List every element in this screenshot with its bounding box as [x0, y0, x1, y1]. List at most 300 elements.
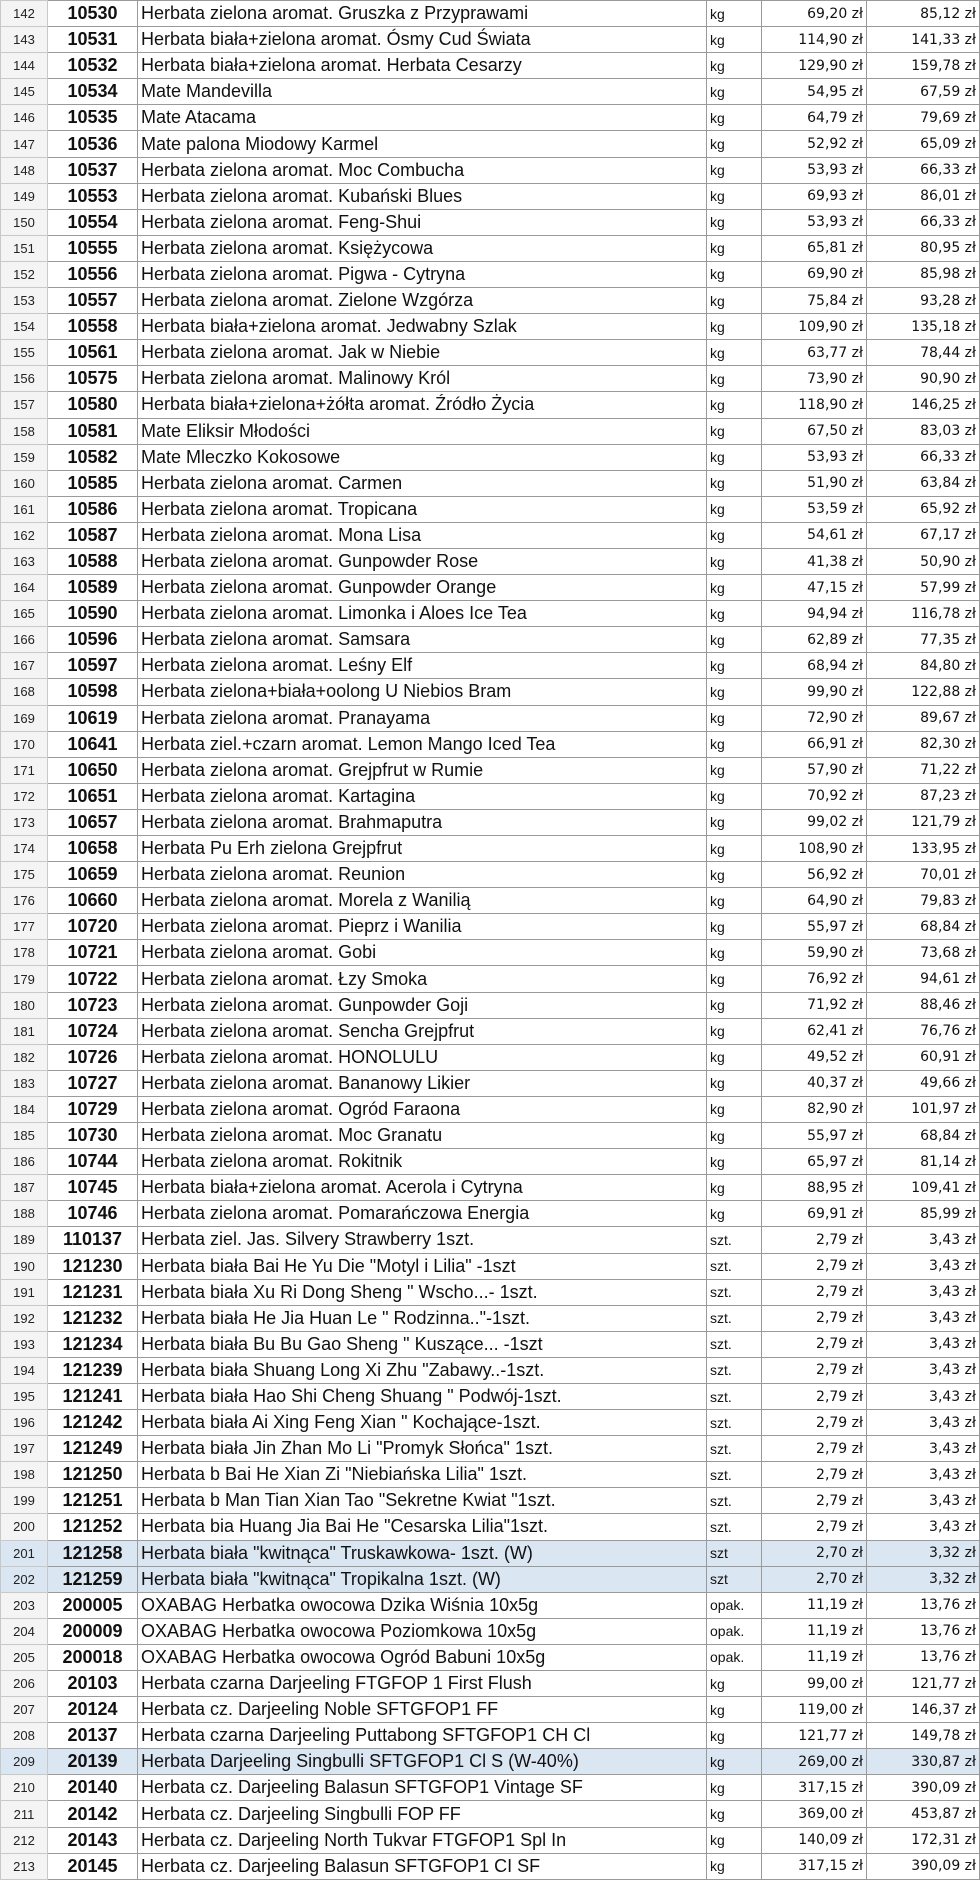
price-gross: 146,37 zł	[867, 1697, 980, 1723]
table-row	[1, 496, 980, 522]
unit: kg	[707, 836, 762, 862]
price-gross: 3,43 zł	[867, 1331, 980, 1357]
product-name: Herbata zielona aromat. Zielone Wzgórza	[138, 288, 707, 314]
product-name: Herbata biała Jin Zhan Mo Li "Promyk Słońca" 1szt.	[138, 1436, 707, 1462]
table-row	[1, 1044, 980, 1070]
product-code: 121252	[48, 1514, 138, 1540]
price-gross: 3,43 zł	[867, 1227, 980, 1253]
price-gross: 49,66 zł	[867, 1070, 980, 1096]
table-row	[1, 340, 980, 366]
row-number: 213	[1, 1853, 48, 1879]
price-net: 67,50 zł	[762, 418, 867, 444]
price-gross: 60,91 zł	[867, 1044, 980, 1070]
price-net: 75,84 zł	[762, 288, 867, 314]
product-name: Herbata cz. Darjeeling Singbulli FOP FF	[138, 1801, 707, 1827]
unit: kg	[707, 1853, 762, 1879]
product-code: 10588	[48, 548, 138, 574]
price-net: 69,90 zł	[762, 261, 867, 287]
row-number: 176	[1, 888, 48, 914]
price-net: 121,77 zł	[762, 1723, 867, 1749]
price-gross: 85,12 zł	[867, 1, 980, 27]
product-code: 121251	[48, 1488, 138, 1514]
product-name: Herbata biała "kwitnąca" Truskawkowa- 1szt. (W)	[138, 1540, 707, 1566]
price-gross: 3,43 zł	[867, 1410, 980, 1436]
unit: kg	[707, 392, 762, 418]
row-number: 172	[1, 783, 48, 809]
price-net: 369,00 zł	[762, 1801, 867, 1827]
unit: kg	[707, 288, 762, 314]
price-net: 11,19 zł	[762, 1618, 867, 1644]
row-number: 201	[1, 1540, 48, 1566]
price-gross: 66,33 zł	[867, 157, 980, 183]
unit: kg	[707, 105, 762, 131]
table-row	[1, 1, 980, 27]
unit: kg	[707, 1697, 762, 1723]
product-name: Herbata zielona aromat. Morela z Wanilią	[138, 888, 707, 914]
price-gross: 3,43 zł	[867, 1488, 980, 1514]
price-gross: 90,90 zł	[867, 366, 980, 392]
row-number: 210	[1, 1775, 48, 1801]
price-net: 59,90 zł	[762, 940, 867, 966]
price-net: 71,92 zł	[762, 992, 867, 1018]
unit: kg	[707, 157, 762, 183]
product-name: Herbata zielona aromat. Feng-Shui	[138, 209, 707, 235]
row-number: 187	[1, 1175, 48, 1201]
price-gross: 50,90 zł	[867, 548, 980, 574]
unit: szt.	[707, 1253, 762, 1279]
table-row	[1, 366, 980, 392]
row-number: 179	[1, 966, 48, 992]
row-number: 174	[1, 836, 48, 862]
product-name: Herbata zielona aromat. Moc Combucha	[138, 157, 707, 183]
product-code: 10586	[48, 496, 138, 522]
row-number: 146	[1, 105, 48, 131]
price-gross: 3,32 zł	[867, 1566, 980, 1592]
product-name: Herbata biała+zielona aromat. Herbata Cesarzy	[138, 53, 707, 79]
table-row	[1, 992, 980, 1018]
unit: kg	[707, 940, 762, 966]
unit: szt.	[707, 1410, 762, 1436]
table-row	[1, 1436, 980, 1462]
unit: szt.	[707, 1383, 762, 1409]
product-code: 10557	[48, 288, 138, 314]
price-gross: 3,43 zł	[867, 1383, 980, 1409]
row-number: 199	[1, 1488, 48, 1514]
product-code: 20137	[48, 1723, 138, 1749]
price-gross: 89,67 zł	[867, 705, 980, 731]
row-number: 178	[1, 940, 48, 966]
unit: kg	[707, 809, 762, 835]
product-name: Herbata b Bai He Xian Zi "Niebiańska Lilia" 1szt.	[138, 1462, 707, 1488]
price-gross: 88,46 zł	[867, 992, 980, 1018]
row-number: 161	[1, 496, 48, 522]
row-number: 208	[1, 1723, 48, 1749]
price-net: 94,94 zł	[762, 601, 867, 627]
price-gross: 65,92 zł	[867, 496, 980, 522]
price-gross: 71,22 zł	[867, 757, 980, 783]
product-name: OXABAG Herbatka owocowa Dzika Wiśnia 10x5g	[138, 1592, 707, 1618]
price-gross: 3,43 zł	[867, 1514, 980, 1540]
row-number: 173	[1, 809, 48, 835]
unit: kg	[707, 1827, 762, 1853]
product-name: Herbata zielona aromat. Gunpowder Rose	[138, 548, 707, 574]
product-name: Herbata zielona aromat. Gobi	[138, 940, 707, 966]
product-name: Herbata biała Ai Xing Feng Xian " Kochające-1szt.	[138, 1410, 707, 1436]
row-number: 211	[1, 1801, 48, 1827]
product-code: 121230	[48, 1253, 138, 1279]
product-code: 10727	[48, 1070, 138, 1096]
price-net: 49,52 zł	[762, 1044, 867, 1070]
product-code: 200018	[48, 1644, 138, 1670]
product-name: Herbata zielona aromat. Gruszka z Przyprawami	[138, 1, 707, 27]
price-net: 72,90 zł	[762, 705, 867, 731]
row-number: 183	[1, 1070, 48, 1096]
product-name: Mate Mandevilla	[138, 79, 707, 105]
product-code: 10590	[48, 601, 138, 627]
row-number: 148	[1, 157, 48, 183]
product-code: 10650	[48, 757, 138, 783]
unit: kg	[707, 366, 762, 392]
table-row	[1, 1801, 980, 1827]
product-name: Herbata zielona aromat. Bananowy Likier	[138, 1070, 707, 1096]
price-net: 66,91 zł	[762, 731, 867, 757]
product-code: 10587	[48, 522, 138, 548]
unit: szt.	[707, 1436, 762, 1462]
price-gross: 390,09 zł	[867, 1853, 980, 1879]
price-gross: 122,88 zł	[867, 679, 980, 705]
product-name: Herbata zielona aromat. Carmen	[138, 470, 707, 496]
product-name: Herbata biała Hao Shi Cheng Shuang " Podwój-1szt.	[138, 1383, 707, 1409]
price-net: 99,02 zł	[762, 809, 867, 835]
product-name: Herbata b Man Tian Xian Tao "Sekretne Kwiat "1szt.	[138, 1488, 707, 1514]
unit: kg	[707, 314, 762, 340]
product-name: Herbata zielona aromat. Grejpfrut w Rumie	[138, 757, 707, 783]
table-row	[1, 548, 980, 574]
product-code: 10596	[48, 627, 138, 653]
table-row	[1, 940, 980, 966]
product-code: 200009	[48, 1618, 138, 1644]
table-row	[1, 53, 980, 79]
price-gross: 94,61 zł	[867, 966, 980, 992]
table-row	[1, 809, 980, 835]
price-gross: 109,41 zł	[867, 1175, 980, 1201]
row-number: 158	[1, 418, 48, 444]
price-gross: 83,03 zł	[867, 418, 980, 444]
product-code: 10589	[48, 575, 138, 601]
price-net: 64,79 zł	[762, 105, 867, 131]
unit: kg	[707, 1201, 762, 1227]
table-row	[1, 1540, 980, 1566]
row-number: 191	[1, 1279, 48, 1305]
row-number: 198	[1, 1462, 48, 1488]
product-code: 121239	[48, 1357, 138, 1383]
row-number: 192	[1, 1305, 48, 1331]
price-net: 63,77 zł	[762, 340, 867, 366]
product-code: 110137	[48, 1227, 138, 1253]
unit: szt.	[707, 1227, 762, 1253]
product-name: Herbata zielona aromat. Malinowy Król	[138, 366, 707, 392]
price-gross: 3,43 zł	[867, 1462, 980, 1488]
price-gross: 172,31 zł	[867, 1827, 980, 1853]
row-number: 164	[1, 575, 48, 601]
table-row	[1, 1827, 980, 1853]
unit: kg	[707, 1671, 762, 1697]
product-name: Herbata zielona aromat. Limonka i Aloes Ice Tea	[138, 601, 707, 627]
table-row	[1, 862, 980, 888]
price-gross: 76,76 zł	[867, 1018, 980, 1044]
table-row	[1, 157, 980, 183]
price-gross: 66,33 zł	[867, 209, 980, 235]
product-code: 10729	[48, 1096, 138, 1122]
product-name: Herbata zielona aromat. Gunpowder Goji	[138, 992, 707, 1018]
row-number: 160	[1, 470, 48, 496]
row-number: 204	[1, 1618, 48, 1644]
table-row	[1, 522, 980, 548]
unit: kg	[707, 1749, 762, 1775]
row-number: 193	[1, 1331, 48, 1357]
table-row	[1, 731, 980, 757]
row-number: 149	[1, 183, 48, 209]
product-name: Herbata zielona aromat. Rokitnik	[138, 1149, 707, 1175]
product-code: 10580	[48, 392, 138, 418]
price-net: 68,94 zł	[762, 653, 867, 679]
product-name: Herbata ziel. Jas. Silvery Strawberry 1szt.	[138, 1227, 707, 1253]
price-net: 47,15 zł	[762, 575, 867, 601]
row-number: 186	[1, 1149, 48, 1175]
row-number: 197	[1, 1436, 48, 1462]
price-gross: 390,09 zł	[867, 1775, 980, 1801]
product-code: 10660	[48, 888, 138, 914]
row-number: 189	[1, 1227, 48, 1253]
price-net: 65,97 zł	[762, 1149, 867, 1175]
table-row	[1, 627, 980, 653]
price-net: 11,19 zł	[762, 1592, 867, 1618]
price-gross: 3,32 zł	[867, 1540, 980, 1566]
price-net: 2,79 zł	[762, 1279, 867, 1305]
price-net: 2,70 zł	[762, 1566, 867, 1592]
price-net: 11,19 zł	[762, 1644, 867, 1670]
product-code: 10535	[48, 105, 138, 131]
product-code: 10658	[48, 836, 138, 862]
unit: kg	[707, 53, 762, 79]
table-row	[1, 1175, 980, 1201]
product-code: 10537	[48, 157, 138, 183]
product-name: Herbata biała+zielona aromat. Ósmy Cud Świata	[138, 27, 707, 53]
row-number: 177	[1, 914, 48, 940]
price-net: 69,93 zł	[762, 183, 867, 209]
product-code: 10530	[48, 1, 138, 27]
product-name: Herbata biała He Jia Huan Le " Rodzinna.."-1szt.	[138, 1305, 707, 1331]
product-name: Herbata zielona aromat. Pieprz i Wanilia	[138, 914, 707, 940]
row-number: 169	[1, 705, 48, 731]
product-name: Herbata zielona aromat. HONOLULU	[138, 1044, 707, 1070]
table-row	[1, 1775, 980, 1801]
row-number: 194	[1, 1357, 48, 1383]
table-row	[1, 209, 980, 235]
row-number: 143	[1, 27, 48, 53]
product-name: Herbata cz. Darjeeling Noble SFTGFOP1 FF	[138, 1697, 707, 1723]
unit: opak.	[707, 1592, 762, 1618]
unit: kg	[707, 627, 762, 653]
table-row	[1, 1227, 980, 1253]
price-gross: 68,84 zł	[867, 914, 980, 940]
unit: szt	[707, 1540, 762, 1566]
product-name: Herbata cz. Darjeeling Balasun SFTGFOP1 Vintage SF	[138, 1775, 707, 1801]
product-code: 121242	[48, 1410, 138, 1436]
product-name: Herbata bia Huang Jia Bai He "Cesarska Lilia"1szt.	[138, 1514, 707, 1540]
table-row	[1, 1253, 980, 1279]
table-row	[1, 1123, 980, 1149]
unit: kg	[707, 1044, 762, 1070]
product-name: Herbata biała Xu Ri Dong Sheng " Wscho...- 1szt.	[138, 1279, 707, 1305]
price-net: 88,95 zł	[762, 1175, 867, 1201]
price-gross: 78,44 zł	[867, 340, 980, 366]
product-name: Herbata zielona aromat. Sencha Grejpfrut	[138, 1018, 707, 1044]
unit: kg	[707, 1096, 762, 1122]
table-row	[1, 1566, 980, 1592]
row-number: 159	[1, 444, 48, 470]
unit: kg	[707, 79, 762, 105]
price-gross: 84,80 zł	[867, 653, 980, 679]
table-row	[1, 1070, 980, 1096]
product-name: Herbata zielona aromat. Brahmaputra	[138, 809, 707, 835]
product-code: 10598	[48, 679, 138, 705]
table-row	[1, 1853, 980, 1879]
price-net: 62,41 zł	[762, 1018, 867, 1044]
unit: kg	[707, 1149, 762, 1175]
price-net: 2,79 zł	[762, 1383, 867, 1409]
product-name: Herbata biała+zielona+żółta aromat. Źródło Życia	[138, 392, 707, 418]
unit: kg	[707, 1775, 762, 1801]
row-number: 156	[1, 366, 48, 392]
product-name: Herbata zielona aromat. Księżycowa	[138, 235, 707, 261]
unit: kg	[707, 1123, 762, 1149]
price-gross: 77,35 zł	[867, 627, 980, 653]
unit: szt.	[707, 1514, 762, 1540]
product-code: 121232	[48, 1305, 138, 1331]
product-code: 10531	[48, 27, 138, 53]
price-gross: 101,97 zł	[867, 1096, 980, 1122]
product-code: 10744	[48, 1149, 138, 1175]
row-number: 202	[1, 1566, 48, 1592]
price-net: 2,70 zł	[762, 1540, 867, 1566]
price-list-body	[1, 1, 980, 1880]
unit: kg	[707, 992, 762, 1018]
product-name: Herbata zielona aromat. Leśny Elf	[138, 653, 707, 679]
row-number: 205	[1, 1644, 48, 1670]
product-code: 20103	[48, 1671, 138, 1697]
price-net: 2,79 zł	[762, 1462, 867, 1488]
product-code: 10553	[48, 183, 138, 209]
product-name: Herbata zielona aromat. Tropicana	[138, 496, 707, 522]
table-row	[1, 1279, 980, 1305]
row-number: 165	[1, 601, 48, 627]
table-row	[1, 1201, 980, 1227]
product-name: Herbata Darjeeling Singbulli SFTGFOP1 Cl S (W-40%)	[138, 1749, 707, 1775]
price-gross: 146,25 zł	[867, 392, 980, 418]
price-net: 2,79 zł	[762, 1227, 867, 1253]
product-name: Herbata zielona aromat. Mona Lisa	[138, 522, 707, 548]
product-code: 10619	[48, 705, 138, 731]
product-code: 121249	[48, 1436, 138, 1462]
product-code: 10721	[48, 940, 138, 966]
price-net: 269,00 zł	[762, 1749, 867, 1775]
unit: opak.	[707, 1644, 762, 1670]
product-name: Herbata czarna Darjeeling Puttabong SFTGFOP1 CH Cl	[138, 1723, 707, 1749]
unit: kg	[707, 261, 762, 287]
price-gross: 86,01 zł	[867, 183, 980, 209]
price-gross: 3,43 zł	[867, 1305, 980, 1331]
price-gross: 330,87 zł	[867, 1749, 980, 1775]
price-net: 108,90 zł	[762, 836, 867, 862]
row-number: 188	[1, 1201, 48, 1227]
price-net: 54,95 zł	[762, 79, 867, 105]
table-row	[1, 314, 980, 340]
product-name: Herbata zielona aromat. Ogród Faraona	[138, 1096, 707, 1122]
price-net: 65,81 zł	[762, 235, 867, 261]
row-number: 207	[1, 1697, 48, 1723]
unit: kg	[707, 1018, 762, 1044]
product-name: Herbata zielona aromat. Gunpowder Orange	[138, 575, 707, 601]
product-name: Herbata zielona aromat. Kubański Blues	[138, 183, 707, 209]
price-gross: 70,01 zł	[867, 862, 980, 888]
product-code: 20142	[48, 1801, 138, 1827]
table-row	[1, 1618, 980, 1644]
price-gross: 3,43 zł	[867, 1357, 980, 1383]
row-number: 144	[1, 53, 48, 79]
price-gross: 79,83 zł	[867, 888, 980, 914]
table-row	[1, 1671, 980, 1697]
price-gross: 79,69 zł	[867, 105, 980, 131]
price-net: 70,92 zł	[762, 783, 867, 809]
product-name: Herbata biała Shuang Long Xi Zhu "Zabawy..-1szt.	[138, 1357, 707, 1383]
product-code: 10534	[48, 79, 138, 105]
price-gross: 3,43 zł	[867, 1279, 980, 1305]
unit: kg	[707, 731, 762, 757]
price-gross: 85,98 zł	[867, 261, 980, 287]
table-row	[1, 757, 980, 783]
product-code: 20143	[48, 1827, 138, 1853]
row-number: 155	[1, 340, 48, 366]
row-number: 157	[1, 392, 48, 418]
unit: kg	[707, 131, 762, 157]
price-net: 53,93 zł	[762, 209, 867, 235]
unit: kg	[707, 1070, 762, 1096]
price-gross: 13,76 zł	[867, 1644, 980, 1670]
table-row	[1, 1357, 980, 1383]
price-net: 2,79 zł	[762, 1410, 867, 1436]
price-net: 54,61 zł	[762, 522, 867, 548]
product-code: 10556	[48, 261, 138, 287]
table-row	[1, 79, 980, 105]
product-name: Herbata ziel.+czarn aromat. Lemon Mango Iced Tea	[138, 731, 707, 757]
table-row	[1, 888, 980, 914]
row-number: 209	[1, 1749, 48, 1775]
product-name: Herbata zielona+biała+oolong U Niebios Bram	[138, 679, 707, 705]
product-name: Mate palona Miodowy Karmel	[138, 131, 707, 157]
price-net: 2,79 zł	[762, 1253, 867, 1279]
unit: kg	[707, 27, 762, 53]
product-name: Herbata biała Bu Bu Gao Sheng " Kuszące... -1szt	[138, 1331, 707, 1357]
price-net: 76,92 zł	[762, 966, 867, 992]
price-net: 73,90 zł	[762, 366, 867, 392]
product-code: 10641	[48, 731, 138, 757]
row-number: 175	[1, 862, 48, 888]
product-name: Herbata zielona aromat. Łzy Smoka	[138, 966, 707, 992]
row-number: 153	[1, 288, 48, 314]
price-net: 317,15 zł	[762, 1775, 867, 1801]
unit: kg	[707, 1801, 762, 1827]
